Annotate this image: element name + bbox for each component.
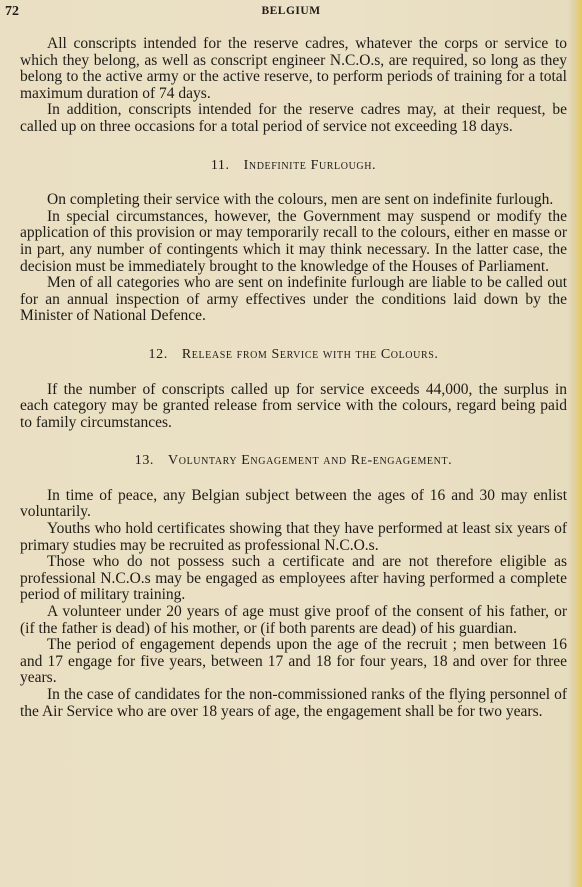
section-heading-12: [20, 347, 567, 364]
paragraph: All conscripts intended for the reserve cadres, whatever the corps or service to which they belong, as well as conscript engineer N.C.O.s, are required, so long as they belong to the active army or the active reserve, to perform periods of training for a total maximum duration of 74 days.: [20, 35, 567, 102]
paragraph: In time of peace, any Belgian subject between the ages of 16 and 30 may enlist voluntarily.: [20, 486, 567, 521]
paragraph: If the number of conscripts called up for service exceeds 44,000, the surplus in each category may be granted release from service with the colours, regard being paid to family circumstances.: [20, 380, 567, 431]
running-head: BELGIUM: [261, 5, 321, 17]
page-number: 72: [5, 4, 19, 19]
page-edge: [568, 0, 582, 887]
paragraph: Those who do not possess such a certificate and are not therefore eligible as professional N.C.O.s may be engaged as employees after having performed a complete period of military training.: [20, 553, 567, 604]
paragraph: In addition, conscripts intended for the reserve cadres may, at their request, be called up on three occasions for a total period of service not exceeding 18 days.: [20, 101, 567, 135]
section-number: 13.: [134, 453, 155, 469]
paragraph: In special circumstances, however, the Government may suspend or modify the application of this provision or may temporarily recall to the colours, either en masse or in part, any number of contingents which it may think necessary. In the latter case, the decision must be immediately brought to the knowledge of the Houses of Parliament.: [20, 207, 567, 275]
section-title: Indefinite Furlough.: [243, 157, 377, 173]
paragraph: On completing their service with the colours, men are sent on indefinite furlough.: [47, 191, 554, 209]
paragraph: A volunteer under 20 years of age must give proof of the consent of his father, or (if the father is dead) of his mother, or (if both parents are dead) of his guardian.: [20, 603, 567, 637]
page-header: [0, 4, 582, 24]
section-title: Release from Service with the Colours.: [181, 346, 439, 362]
paragraph: Youths who hold certificates showing that they have performed at least six years of primary studies may be recruited as professional N.C.O.s.: [20, 520, 567, 554]
section-number: 12.: [148, 346, 168, 362]
paragraph: In the case of candidates for the non-commissioned ranks of the flying personnel of the Air Service who are over 18 years of age, the engagement shall be for two years.: [20, 686, 567, 720]
section-heading-13: [20, 453, 567, 470]
section-heading-11: [20, 158, 567, 175]
section-number: 11.: [210, 157, 230, 173]
section-title: Voluntary Engagement and Re-engagement.: [168, 453, 453, 469]
paragraph: Men of all categories who are sent on indefinite furlough are liable to be called out for an annual inspection of army effectives under the conditions laid down by the Minister of National Defence.: [20, 274, 567, 325]
paragraph: The period of engagement depends upon the age of the recruit ; men between 16 and 17 engage for five years, between 17 and 18 for four years, 18 and over for three years.: [20, 636, 567, 687]
body-text: [20, 36, 567, 720]
